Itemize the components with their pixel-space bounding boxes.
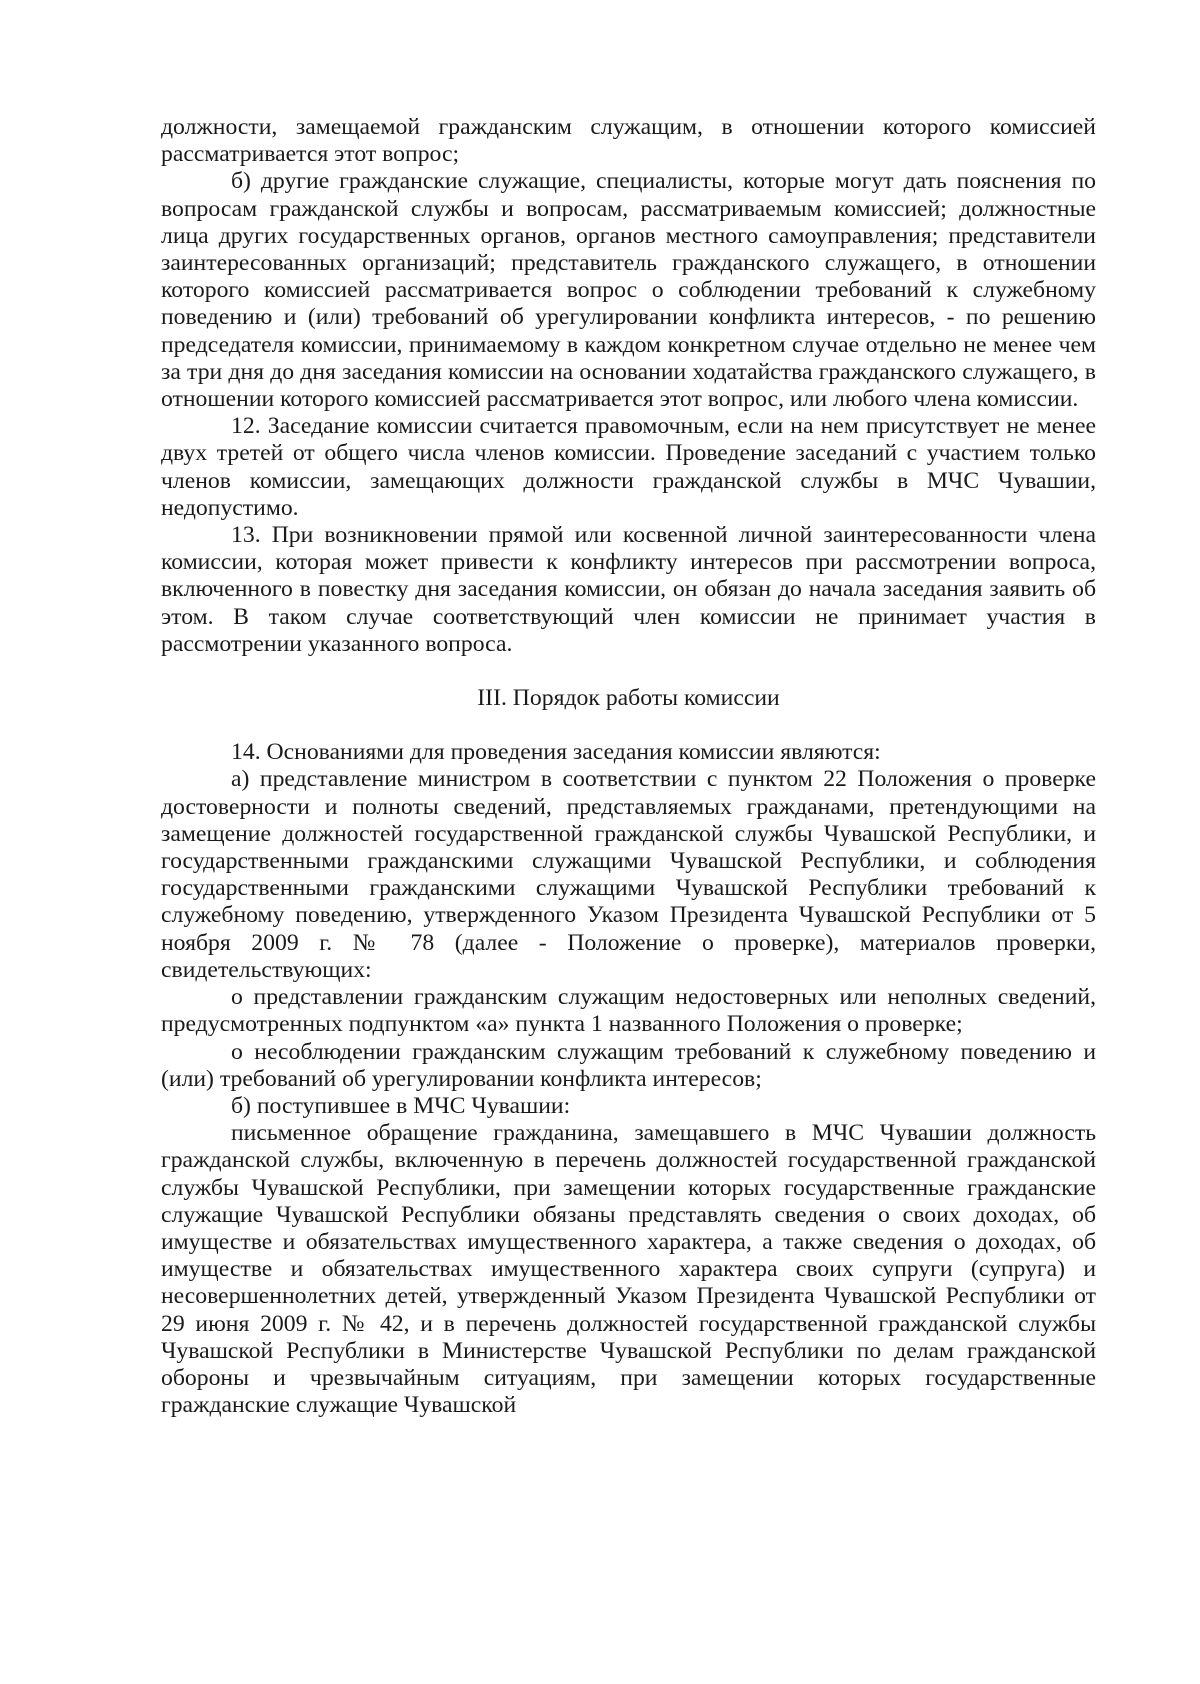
- paragraph-14-item-b: б) поступившее в МЧС Чувашии:: [231, 1092, 571, 1119]
- paragraph-13-conflict-of-interest: 13. При возникновении прямой или косвенной личной заинтересованности члена комиссии, которая может привести к конфликту интересов при рассмотрении вопроса, включенного в повестку дня заседания комиссии, он обязан до начала заседания заявить об этом. В таком случае соответствующий член комиссии не принимает участия в рассмотрении указанного вопроса.: [161, 522, 1096, 657]
- paragraph-14-b-citizen-appeal: письменное обращение гражданина, замещавшего в МЧС Чувашии должность гражданской службы, включенную в перечень должностей государственной гражданской службы Чувашской Республики, при замещении которых государственные гражданские служащие Чувашской Республики обязаны представлять сведения о своих доходах, об имуществе и обязательствах имущественного характера, а также сведения о доходах, об имуществе и обязательствах имущественного характера своих супруги (супруга) и несовершеннолетних детей, утвержденный Указом Президента Чувашской Республики от 29 июня 2009 г. № 42, и в перечень должностей государственной гражданской службы Чувашской Республики в Министерстве Чувашской Республики по делам гражданской обороны и чрезвычайным ситуациям, при замещении которых государственные гражданские служащие Чувашской: [161, 1120, 1096, 1419]
- paragraph-14-a-noncompliance: о несоблюдении гражданским служащим требований к служебному поведению и (или) требований об урегулировании конфликта интересов;: [161, 1038, 1096, 1092]
- paragraph-14-item-a: а) представление министром в соответствии с пунктом 22 Положения о проверке достоверности и полноты сведений, представляемых гражданами, претендующими на замещение должностей государственной гражданской службы Чувашской Республики, и государственными гражданскими служащими Чувашской Республики, и соблюдения государственными гражданскими служащими Чувашской Республики требований к служебному поведению, утвержденного Указом Президента Чувашской Республики от 5 ноября 2009 г. № 78 (далее - Положение о проверке), материалов проверки, свидетельствующих:: [161, 766, 1096, 983]
- paragraph-item-b-participants: б) другие гражданские служащие, специалисты, которые могут дать пояснения по вопросам гражданской службы и вопросам, рассматриваемым комиссией; должностные лица других государственных органов, органов местного самоуправления; представители заинтересованных организаций; представитель гражданского служащего, в отношении которого комиссией рассматривается вопрос о соблюдении требований к служебному поведению и (или) требований об урегулировании конфликта интересов, - по решению председателя комиссии, принимаемому в каждом конкретном случае отдельно не менее чем за три дня до дня заседания комиссии на основании ходатайства гражданского служащего, в отношении которого комиссией рассматривается этот вопрос, или любого члена комиссии.: [161, 168, 1096, 413]
- section-heading: III. Порядок работы комиссии: [477, 685, 780, 712]
- paragraph-14-a-false-information: о представлении гражданским служащим недостоверных или неполных сведений, предусмотренных подпунктом «а» пункта 1 названного Положения о проверке;: [161, 984, 1096, 1038]
- paragraph-12-quorum: 12. Заседание комиссии считается правомочным, если на нем присутствует не менее двух третей от общего числа членов комиссии. Проведение заседаний с участием только членов комиссии, замещающих должности гражданской службы в МЧС Чувашии, недопустимо.: [161, 413, 1096, 521]
- document-page: [161, 114, 1096, 1419]
- paragraph-14-grounds: 14. Основаниями для проведения заседания комиссии являются:: [231, 739, 881, 766]
- paragraph-continuation: должности, замещаемой гражданским служащим, в отношении которого комиссией рассматривается этот вопрос;: [161, 114, 1096, 168]
